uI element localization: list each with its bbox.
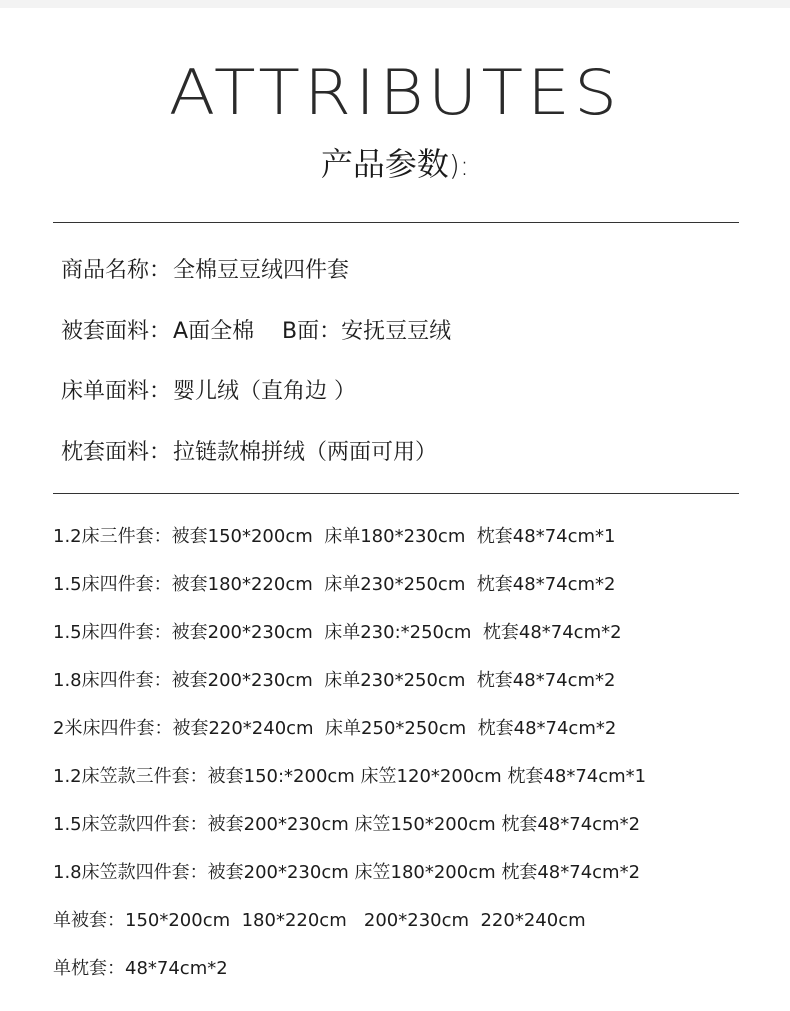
attr-label: 被套面料： <box>61 319 172 344</box>
subtitle-text: 产品参数 <box>320 145 449 183</box>
size-row: 1.2床笠款三件套：被套150:*200cm 床笠120*200cm 枕套48*74cm*1 <box>53 766 647 787</box>
size-row: 2米床四件套：被套220*240cm 床单250*250cm 枕套48*74cm*2 <box>53 718 617 739</box>
size-row: 1.5床四件套：被套200*230cm 床单230:*250cm 枕套48*74cm*2 <box>53 622 622 643</box>
page-title: ATTRIBUTES <box>168 57 622 130</box>
size-row: 1.5床四件套：被套180*220cm 床单230*250cm 枕套48*74cm*2 <box>53 574 616 595</box>
size-row: 1.5床笠款四件套：被套200*230cm 床笠150*200cm 枕套48*74cm*2 <box>53 814 641 835</box>
size-row: 1.2床三件套：被套150*200cm 床单180*230cm 枕套48*74cm*1 <box>53 526 616 547</box>
subtitle-suffix: ): <box>448 149 470 182</box>
divider-top <box>53 222 739 223</box>
page-subtitle <box>0 142 790 188</box>
attr-value: 拉链款棉拼绒（两面可用） <box>173 440 438 465</box>
attr-label: 枕套面料： <box>61 440 172 465</box>
size-row: 1.8床笠款四件套：被套200*230cm 床笠180*200cm 枕套48*74cm*2 <box>53 862 641 883</box>
attr-value: 婴儿绒（直角边 ） <box>173 379 357 404</box>
top-band <box>0 0 790 8</box>
size-row: 单枕套：48*74cm*2 <box>53 958 228 979</box>
attr-value: A面全棉 B面：安抚豆豆绒 <box>173 319 452 344</box>
attr-row-product-name <box>61 256 349 286</box>
size-row: 1.8床四件套：被套200*230cm 床单230*250cm 枕套48*74cm*2 <box>53 670 616 691</box>
size-row: 单被套：150*200cm 180*220cm 200*230cm 220*240cm <box>53 910 586 931</box>
divider-middle <box>53 493 739 494</box>
attr-label: 床单面料： <box>61 379 172 404</box>
attr-label: 商品名称： <box>61 258 172 283</box>
attr-row-duvet-fabric <box>61 317 451 347</box>
attr-row-sheet-fabric <box>61 377 356 407</box>
attr-row-pillowcase-fabric <box>61 438 437 468</box>
attr-value: 全棉豆豆绒四件套 <box>173 258 350 283</box>
